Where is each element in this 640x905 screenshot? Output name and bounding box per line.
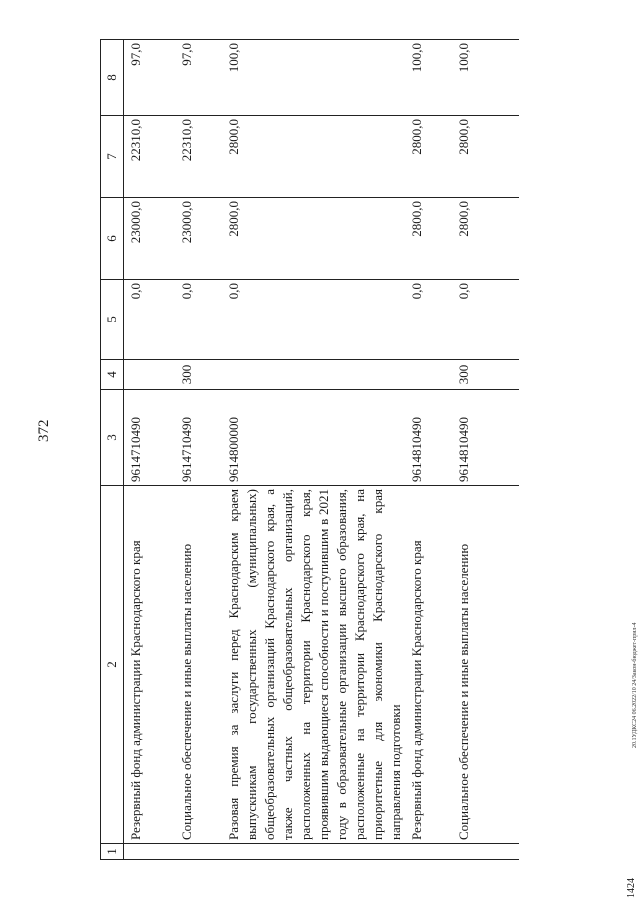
table-row xyxy=(175,40,222,860)
value-col8: 97,0 xyxy=(175,40,222,116)
table-row xyxy=(452,40,519,860)
value-col7: 22310,0 xyxy=(124,116,176,198)
expense-type xyxy=(405,360,452,390)
value-col5: 0,0 xyxy=(222,280,405,360)
value-col5: 0,0 xyxy=(175,280,222,360)
value-col7: 22310,0 xyxy=(175,116,222,198)
page-number: 372 xyxy=(36,419,52,442)
table-row xyxy=(222,40,405,860)
table-row xyxy=(124,40,176,860)
table-row xyxy=(405,40,452,860)
target-code: 9614810490 xyxy=(405,390,452,486)
value-col6: 2800,0 xyxy=(405,198,452,280)
value-col7: 2800,0 xyxy=(405,116,452,198)
value-col5: 0,0 xyxy=(124,280,176,360)
side-footer-note: 20.1УДКС24 06.2022/10 24/Закон-бюджет-прил-4 xyxy=(632,622,638,748)
column-number-row xyxy=(101,40,124,860)
expense-type: 300 xyxy=(452,360,519,390)
value-col8: 100,0 xyxy=(452,40,519,116)
target-code: 9614710490 xyxy=(124,390,176,486)
column-header: 7 xyxy=(101,116,124,198)
budget-table xyxy=(100,39,519,860)
column-header: 6 xyxy=(101,198,124,280)
value-col7: 2800,0 xyxy=(222,116,405,198)
column-header: 5 xyxy=(101,280,124,360)
target-code: 9614800000 xyxy=(222,390,405,486)
value-col6: 2800,0 xyxy=(222,198,405,280)
value-col7: 2800,0 xyxy=(452,116,519,198)
value-col8: 100,0 xyxy=(222,40,405,116)
column-header: 1 xyxy=(101,844,124,860)
target-code: 9614810490 xyxy=(452,390,519,486)
row-name: Резервный фонд администрации Краснодарского края xyxy=(124,486,176,844)
column-header: 8 xyxy=(101,40,124,116)
rotated-budget-table xyxy=(100,40,540,860)
row-name: Социальное обеспечение и иные выплаты населению xyxy=(175,486,222,844)
value-col6: 23000,0 xyxy=(124,198,176,280)
value-col8: 100,0 xyxy=(405,40,452,116)
column-header: 3 xyxy=(101,390,124,486)
row-name: Резервный фонд администрации Краснодарского края xyxy=(405,486,452,844)
value-col8: 97,0 xyxy=(124,40,176,116)
value-col5: 0,0 xyxy=(452,280,519,360)
value-col6: 2800,0 xyxy=(452,198,519,280)
value-col5: 0,0 xyxy=(405,280,452,360)
row-name: Социальное обеспечение и иные выплаты населению xyxy=(452,486,519,844)
column-header: 2 xyxy=(101,486,124,844)
value-col6: 23000,0 xyxy=(175,198,222,280)
expense-type: 300 xyxy=(175,360,222,390)
corner-page-mark: 1424 xyxy=(626,878,637,898)
row-name: Разовая премия за заслуги перед Краснодарским краем выпускникам государственных (муниципальных) общеобразовательных организаций Краснодарского края, а также частных общеобразовательных организаций, расположенных на территории Краснодарского края, проявившим выдающиеся способности и поступившим в 2021 году в образовательные организации высшего образования, расположенные на территории Краснодарского края, на приоритетные для экономики Краснодарского края направления подготовки xyxy=(222,486,405,844)
column-header: 4 xyxy=(101,360,124,390)
expense-type xyxy=(124,360,176,390)
expense-type xyxy=(222,360,405,390)
target-code: 9614710490 xyxy=(175,390,222,486)
